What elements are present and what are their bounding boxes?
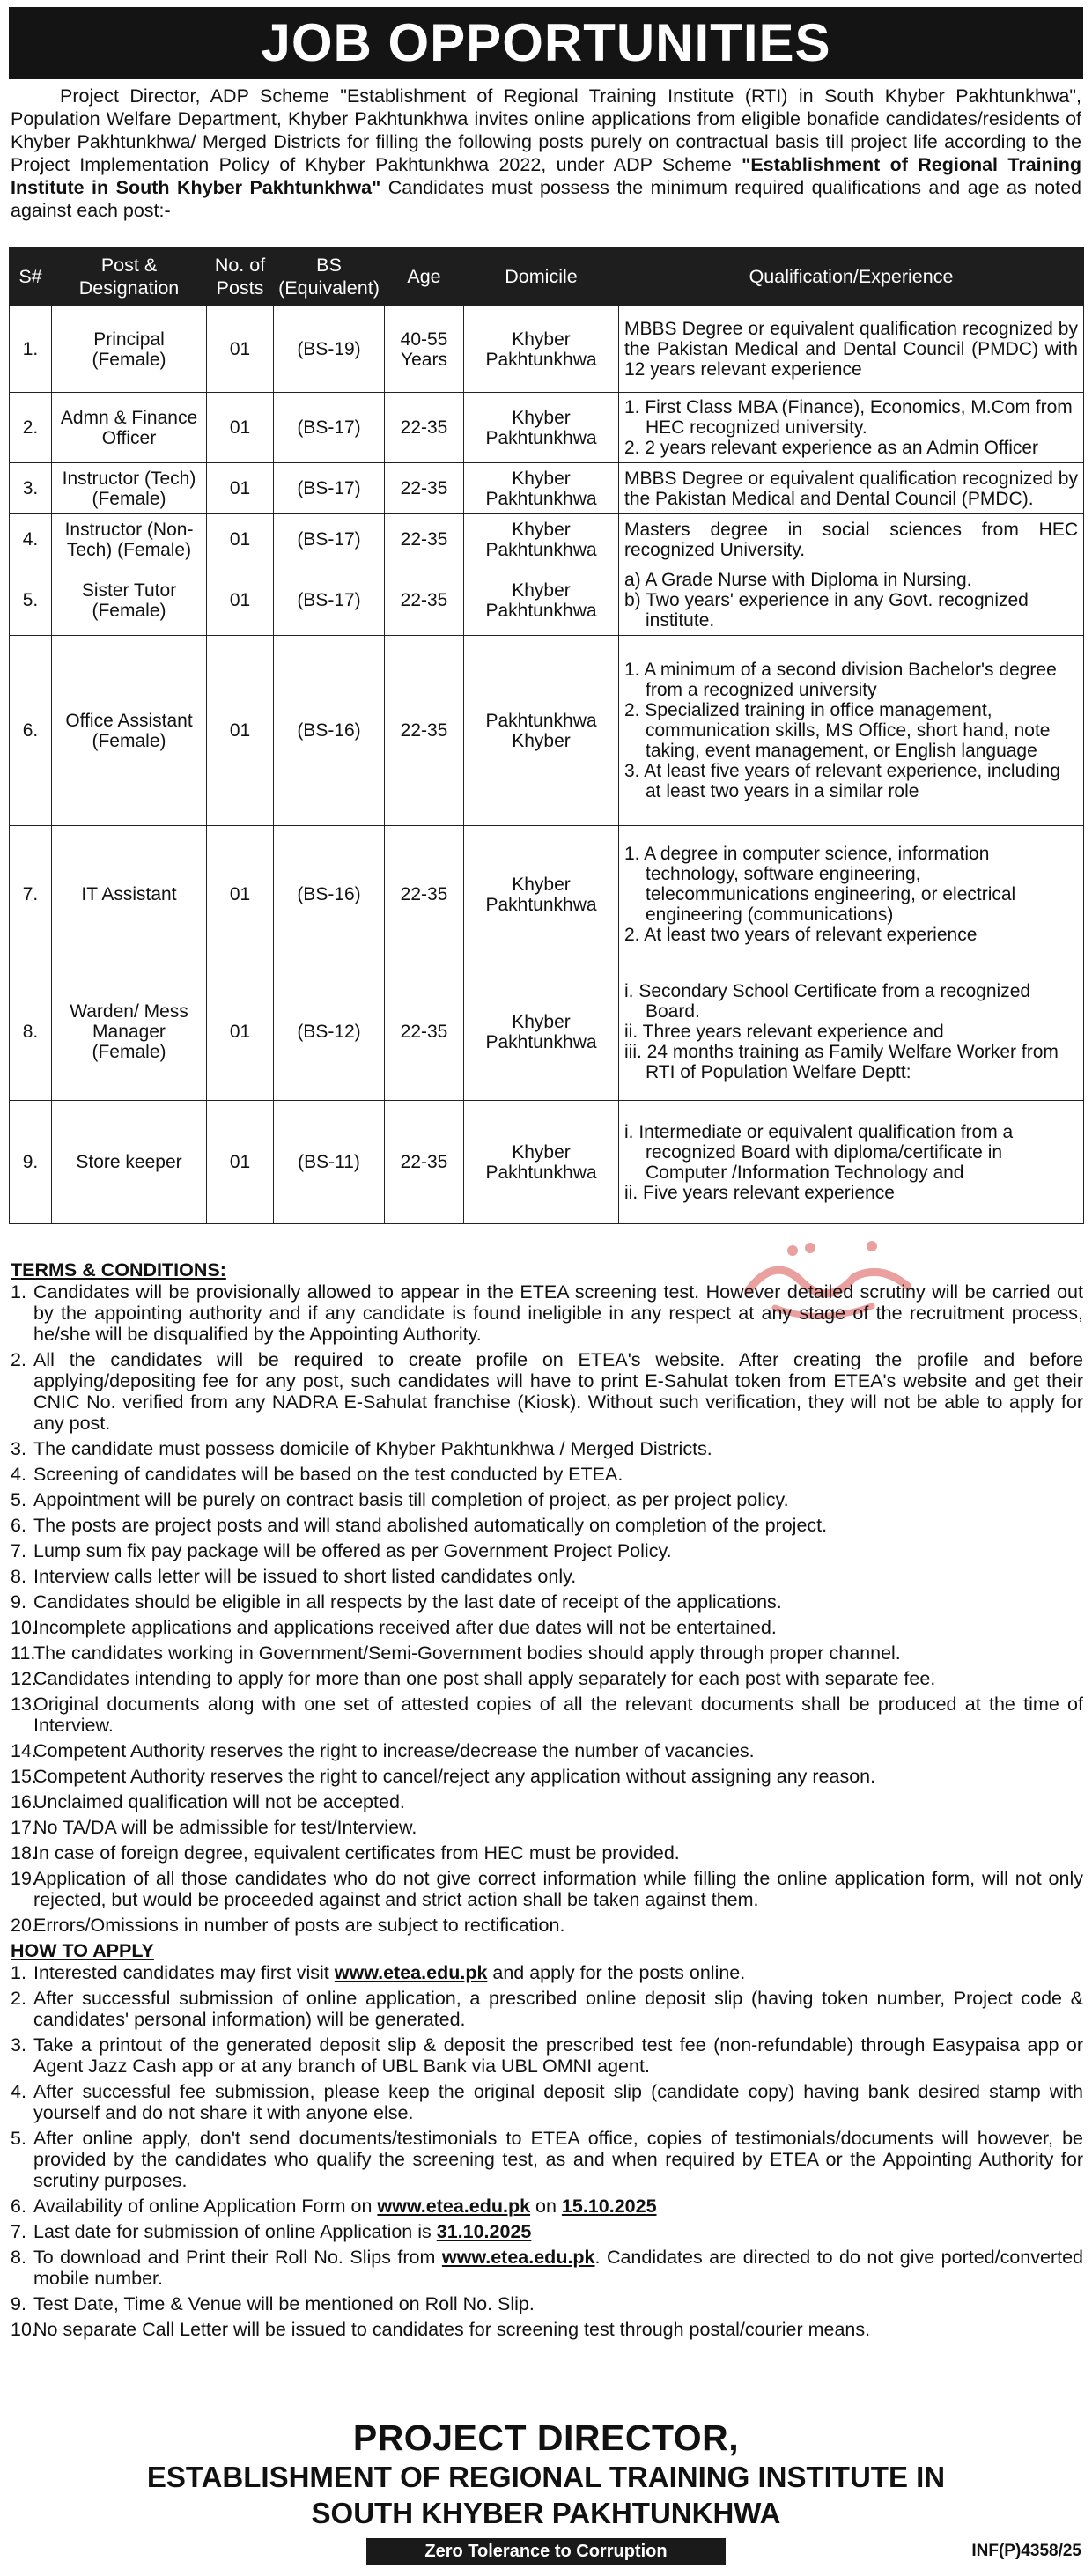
list-item: 8. Interview calls letter will be issued to short listed candidates only.	[11, 1566, 577, 1587]
qualification-line: 2. At least two years of relevant experience	[624, 925, 978, 945]
qualification-line: 3. At least five years of relevant experience, including at least two years in a similar role	[624, 761, 1060, 801]
intro-text: Project Director, ADP Scheme "Establishment of Regional Training Institute (RTI) in South Khyber Pakhtunkhwa", Population Welfare Department, Khyber Pakhtunkhwa invites online applications from eligible bonafide candidates/residents of Khyber Pakhtunkhwa/ Merged Districts for filling the following posts purely on contractual basis till project life according to the Project Implementation Policy of Khyber Pakhtunkhwa 2022, under ADP Scheme	[11, 85, 1081, 175]
cell-bs: (BS-16)	[274, 636, 385, 826]
cell-domicile: Khyber Pakhtunkhwa	[464, 826, 619, 963]
cell-sno: 4.	[10, 514, 52, 565]
cell-domicile: Khyber Pakhtunkhwa	[464, 306, 619, 393]
list-item: 12.Candidates intending to apply for more than one post shall apply separately for each post with separate fee.	[11, 1668, 936, 1689]
cell-no-of-posts: 01	[207, 636, 274, 826]
list-item: 5. After online apply, don't send documents/testimonials to ETEA office, copies of testimonials/documents will however, be provided by the candidates who qualify the screening test, as and when required by ETEA or the Appointing Authority for scrutiny purposes.	[11, 2128, 1083, 2191]
cell-sno: 9.	[10, 1101, 52, 1224]
cell-qualification	[619, 826, 1084, 963]
etea-link[interactable]: www.etea.edu.pk	[334, 1962, 488, 1983]
cell-post: Sister Tutor (Female)	[52, 565, 207, 636]
list-item: 1. Candidates will be provisionally allowed to appear in the ETEA screening test. However detailed scrutiny will be carried out by the appointing authority and if any candidate is found ineligible in any respect at any stage of the recruitment process, he/she will be disqualified by the Appointing Authority.	[11, 1281, 1083, 1345]
list-item: 7. Last date for submission of online Application is 31.10.2025	[11, 2221, 532, 2242]
header-qualification: Qualification/Experience	[619, 247, 1084, 306]
cell-domicile: Khyber Pakhtunkhwa	[464, 514, 619, 565]
jobs-table-body	[10, 306, 1084, 1224]
footer-signature	[9, 2417, 1083, 2531]
cell-age: 22-35	[385, 1101, 464, 1224]
cell-bs: (BS-17)	[274, 463, 385, 514]
footer-line-2: ESTABLISHMENT OF REGIONAL TRAINING INSTITUTE IN	[146, 2461, 946, 2493]
list-item: 20.Errors/Omissions in number of posts are subject to rectification.	[11, 1915, 565, 1936]
table-row	[10, 393, 1084, 463]
cell-age: 22-35	[385, 826, 464, 963]
cell-sno: 3.	[10, 463, 52, 514]
table-row	[10, 963, 1084, 1101]
cell-no-of-posts: 01	[207, 565, 274, 636]
etea-link[interactable]: www.etea.edu.pk	[377, 2196, 531, 2217]
qualification-line: ii. Three years relevant experience and	[624, 1022, 944, 1042]
cell-post: Principal (Female)	[52, 306, 207, 393]
cell-qualification	[619, 306, 1084, 393]
cell-age: 22-35	[385, 393, 464, 463]
list-item: 5. Appointment will be purely on contract basis till completion of project, as per project policy.	[11, 1489, 789, 1510]
list-item: 10.No separate Call Letter will be issued to candidates for screening test through postal/courier means.	[11, 2319, 871, 2340]
how-to-apply-title: HOW TO APPLY	[11, 1940, 154, 1961]
cell-domicile: Khyber Pakhtunkhwa	[464, 1101, 619, 1224]
header-post: Post & Designation	[52, 247, 207, 306]
cell-no-of-posts: 01	[207, 1101, 274, 1224]
qualification-line: 2. Specialized training in office management, communication skills, MS Office, short hand, note taking, event management, or English language	[624, 700, 1051, 761]
cell-domicile: Khyber Pakhtunkhwa	[464, 463, 619, 514]
list-item: 7. Lump sum fix pay package will be offered as per Government Project Policy.	[11, 1540, 672, 1561]
list-item: 4. After successful fee submission, please keep the original deposit slip (candidate copy) having bank desired stamp with yourself and do not share it with anyone else.	[11, 2081, 1083, 2123]
cell-bs: (BS-16)	[274, 826, 385, 963]
list-item: 9. Candidates should be eligible in all respects by the last date of receipt of the applications.	[11, 1591, 782, 1613]
cell-no-of-posts: 01	[207, 393, 274, 463]
list-item: 2. All the candidates will be required to create profile on ETEA's website. After creating the profile and before applying/depositing fee for any post, such candidates will have to print E-Sahulat token from ETEA's website and get their CNIC No. verified from any NADRA E-Sahulat franchise (Kiosk). Without such verification, they will not be able to apply for any post.	[11, 1349, 1083, 1434]
cell-age: 22-35	[385, 963, 464, 1101]
cell-post: Admn & Finance Officer	[52, 393, 207, 463]
list-item: 3. The candidate must possess domicile of Khyber Pakhtunkhwa / Merged Districts.	[11, 1438, 712, 1459]
qualification-line: i. Intermediate or equivalent qualification from a recognized Board with diploma/certificate in Computer /Information Technology and	[624, 1121, 1014, 1183]
cell-age: 40-55 Years	[385, 306, 464, 393]
qualification-line: 2. 2 years relevant experience as an Admin Officer	[624, 438, 1039, 458]
qualification-line: 1. First Class MBA (Finance), Economics, M.Com from HEC recognized university.	[624, 397, 1073, 438]
list-item: 2. After successful submission of online application, a prescribed online deposit slip (having token number, Project code & candidates' personal information) will be generated.	[11, 1988, 1083, 2030]
etea-link[interactable]: www.etea.edu.pk	[441, 2247, 595, 2268]
cell-no-of-posts: 01	[207, 826, 274, 963]
list-item: 13.Original documents along with one set of attested copies of all the relevant documents shall be produced at the time of Interview.	[11, 1694, 1083, 1736]
cell-bs: (BS-11)	[274, 1101, 385, 1224]
cell-age: 22-35	[385, 565, 464, 636]
availability-date: 15.10.2025	[561, 2196, 657, 2217]
terms-list	[11, 1281, 1083, 1936]
terms-title: TERMS & CONDITIONS:	[11, 1259, 226, 1281]
cell-age: 22-35	[385, 636, 464, 826]
cell-bs: (BS-19)	[274, 306, 385, 393]
cell-bs: (BS-12)	[274, 963, 385, 1101]
list-item: 8. To download and Print their Roll No. Slips from www.etea.edu.pk. Candidates are directed to do not give ported/converted mobile number.	[11, 2247, 1084, 2289]
cell-sno: 1.	[10, 306, 52, 393]
cell-bs: (BS-17)	[274, 565, 385, 636]
list-item: 6. Availability of online Application Form on www.etea.edu.pk on 15.10.2025	[11, 2196, 657, 2217]
cell-no-of-posts: 01	[207, 514, 274, 565]
list-item: 15.Competent Authority reserves the right to cancel/reject any application without assigning any reason.	[11, 1766, 876, 1787]
cell-sno: 7.	[10, 826, 52, 963]
cell-domicile: Khyber Pakhtunkhwa	[464, 963, 619, 1101]
list-item: 16.Unclaimed qualification will not be accepted.	[11, 1791, 405, 1812]
list-item: 17.No TA/DA will be admissible for test/Interview.	[11, 1817, 417, 1838]
cell-sno: 5.	[10, 565, 52, 636]
table-row	[10, 514, 1084, 565]
cell-domicile: Pakhtunkhwa Khyber	[464, 636, 619, 826]
header-age: Age	[385, 247, 464, 306]
qualification-line: ii. Five years relevant experience	[624, 1182, 895, 1203]
qualification-line: MBBS Degree or equivalent qualification recognized by the Pakistan Medical and Dental Council (PMDC).	[624, 468, 1078, 509]
list-item: 1. Interested candidates may first visit www.etea.edu.pk and apply for the posts online.	[11, 1962, 746, 1983]
intro-text-end: Candidates must possess the minimum required qualifications and age as noted against each post:-	[11, 177, 1081, 221]
cell-domicile: Khyber Pakhtunkhwa	[464, 565, 619, 636]
cell-age: 22-35	[385, 514, 464, 565]
cell-qualification	[619, 463, 1084, 514]
header-sno: S#	[10, 247, 52, 306]
list-item: 18.In case of foreign degree, equivalent certificates from HEC must be provided.	[11, 1842, 680, 1864]
slogan-badge: Zero Tolerance to Corruption	[366, 2538, 726, 2565]
cell-age: 22-35	[385, 463, 464, 514]
table-row	[10, 1101, 1084, 1224]
list-item: 6. The posts are project posts and will stand abolished automatically on completion of the project.	[11, 1515, 828, 1536]
list-item: 3. Take a printout of the generated deposit slip & deposit the prescribed test fee (non-refundable) through Easypaisa app or Agent Jazz Cash app or at any branch of UBL Bank via UBL OMNI agent.	[11, 2034, 1083, 2077]
footer-line-1: PROJECT DIRECTOR,	[352, 2417, 740, 2458]
last-date: 31.10.2025	[436, 2221, 532, 2242]
list-item: 14.Competent Authority reserves the right to increase/decrease the number of vacancies.	[11, 1740, 755, 1761]
cell-qualification	[619, 565, 1084, 636]
qualification-line: 1. A degree in computer science, information technology, software engineering, telecommunications engineering, or electrical engineering (communications)	[624, 844, 1016, 925]
qualification-line: Masters degree in social sciences from HEC recognized University.	[624, 519, 1078, 560]
qualification-line: i. Secondary School Certificate from a recognized Board.	[624, 981, 1031, 1022]
reference-number: INF(P)4358/25	[971, 2542, 1081, 2560]
qualification-line: iii. 24 months training as Family Welfare Worker from RTI of Population Welfare Deptt:	[624, 1042, 1059, 1082]
cell-post: Instructor (Tech) (Female)	[52, 463, 207, 514]
terms-section	[11, 1259, 1083, 2344]
banner-title: JOB OPPORTUNITIES	[9, 7, 1083, 79]
footer-line-3: SOUTH KHYBER PAKHTUNKHWA	[311, 2497, 781, 2529]
header-no-of-posts: No. of Posts	[207, 247, 274, 306]
cell-post: Office Assistant (Female)	[52, 636, 207, 826]
intro-scheme-name: "Establishment of Regional Training Institute in South Khyber Pakhtunkhwa"	[11, 154, 1081, 198]
cell-no-of-posts: 01	[207, 306, 274, 393]
cell-no-of-posts: 01	[207, 463, 274, 514]
qualification-line: MBBS Degree or equivalent qualification recognized by the Pakistan Medical and Dental Council (PMDC) with 12 years relevant experience	[624, 319, 1078, 380]
table-row	[10, 565, 1084, 636]
cell-qualification	[619, 514, 1084, 565]
list-item: 9. Test Date, Time & Venue will be mentioned on Roll No. Slip.	[11, 2293, 535, 2314]
cell-no-of-posts: 01	[207, 963, 274, 1101]
table-header-row	[10, 247, 1084, 306]
qualification-line: a) A Grade Nurse with Diploma in Nursing.	[624, 570, 972, 590]
header-bs: BS (Equivalent)	[274, 247, 385, 306]
cell-post: Instructor (Non-Tech) (Female)	[52, 514, 207, 565]
cell-sno: 2.	[10, 393, 52, 463]
jobs-table	[9, 247, 1084, 1224]
cell-bs: (BS-17)	[274, 514, 385, 565]
cell-bs: (BS-17)	[274, 393, 385, 463]
cell-qualification	[619, 636, 1084, 826]
intro-paragraph	[11, 85, 1081, 222]
table-row	[10, 636, 1084, 826]
list-item: 4. Screening of candidates will be based on the test conducted by ETEA.	[11, 1464, 623, 1485]
table-row	[10, 463, 1084, 514]
cell-post: Store keeper	[52, 1101, 207, 1224]
qualification-line: 1. A minimum of a second division Bachelor's degree from a recognized university	[624, 660, 1057, 700]
cell-sno: 8.	[10, 963, 52, 1101]
cell-post: Warden/ Mess Manager (Female)	[52, 963, 207, 1101]
cell-qualification	[619, 1101, 1084, 1224]
how-to-apply-list	[11, 1962, 1083, 2340]
cell-post: IT Assistant	[52, 826, 207, 963]
cell-qualification	[619, 393, 1084, 463]
header-domicile: Domicile	[464, 247, 619, 306]
qualification-line: b) Two years' experience in any Govt. recognized institute.	[624, 590, 1029, 631]
cell-qualification	[619, 963, 1084, 1101]
list-item: 19.Application of all those candidates who do not give correct information while filling the online application form, will not only rejected, but would be proceeded against and strict action shall be taken against them.	[11, 1868, 1083, 1910]
table-row	[10, 826, 1084, 963]
list-item: 10.Incomplete applications and applications received after due dates will not be entertained.	[11, 1617, 777, 1638]
list-item: 11.The candidates working in Government/Semi-Government bodies should apply through proper channel.	[11, 1642, 901, 1664]
cell-sno: 6.	[10, 636, 52, 826]
cell-domicile: Khyber Pakhtunkhwa	[464, 393, 619, 463]
table-row	[10, 306, 1084, 393]
